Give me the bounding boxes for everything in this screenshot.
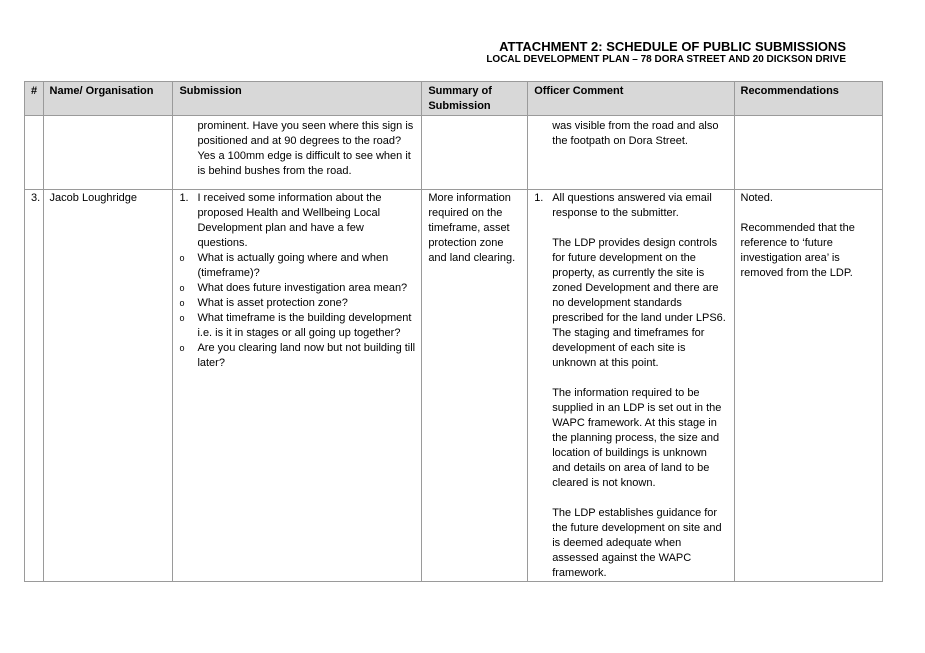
cell-officer-comment xyxy=(528,190,734,582)
question-text: What does future investigation area mean? xyxy=(197,282,408,294)
question-item xyxy=(179,251,415,281)
cell-number xyxy=(25,116,44,190)
recommendation-text: Recommended that the reference to ‘future investigation area’ is removed from the LDP. xyxy=(740,222,855,279)
column-header-recommendations: Recommendations xyxy=(734,82,883,116)
table-row-3 xyxy=(25,190,883,582)
list-number: 1. xyxy=(534,192,544,204)
cell-number: 3. xyxy=(25,190,44,582)
officer-paragraph: The LDP provides design controls for future development on the property, as currently the site is zoned Development and there are no development standards prescribed for the land under LPS6. The staging and timeframes for development of each site is unknown at this point. xyxy=(552,237,726,369)
question-item xyxy=(179,311,415,341)
column-header-number: # xyxy=(25,82,44,116)
column-header-name: Name/ Organisation xyxy=(43,82,173,116)
list-number: 1. xyxy=(179,192,189,204)
question-item xyxy=(179,296,415,311)
officer-paragraph: All questions answered via email response to the submitter. xyxy=(552,192,712,219)
cell-recommendations xyxy=(734,116,883,190)
cell-submission xyxy=(173,116,422,190)
officer-numbered-item xyxy=(534,191,727,221)
officer-paragraph: The information required to be supplied in an LDP is set out in the WAPC framework. At this stage in the planning process, the size and location of buildings is unknown and details on area of land to be cleared is not known. xyxy=(552,387,722,489)
question-item xyxy=(179,281,415,296)
recommendation-noted: Noted. xyxy=(740,192,773,204)
submissions-table xyxy=(24,81,883,582)
table-header-row xyxy=(25,82,883,116)
column-header-submission: Submission xyxy=(173,82,422,116)
cell-submission xyxy=(173,190,422,582)
column-header-officer-comment: Officer Comment xyxy=(528,82,734,116)
cell-name: Jacob Loughridge xyxy=(43,190,173,582)
cell-name xyxy=(43,116,173,190)
question-text: What is asset protection zone? xyxy=(197,297,348,309)
bullet-marker: o xyxy=(179,298,185,308)
officer-paragraph: The LDP establishes guidance for the future development on site and is deemed adequate when assessed against the WAPC framework. xyxy=(552,507,722,579)
question-text: What is actually going where and when (timeframe)? xyxy=(197,252,389,279)
column-header-summary: Summary of Submission xyxy=(422,82,528,116)
cell-officer-comment xyxy=(528,116,734,190)
question-text: Are you clearing land now but not building till later? xyxy=(197,342,416,369)
cell-summary xyxy=(422,116,528,190)
question-text: What timeframe is the building development i.e. is it in stages or all going up together? xyxy=(197,312,412,339)
bullet-marker: o xyxy=(179,283,185,293)
cell-recommendations xyxy=(734,190,883,582)
submission-intro: I received some information about the proposed Health and Wellbeing Local Development plan and have a few questions. xyxy=(197,192,382,249)
bullet-marker: o xyxy=(179,313,185,323)
document-title: ATTACHMENT 2: SCHEDULE OF PUBLIC SUBMISSIONS xyxy=(499,39,846,54)
bullet-marker: o xyxy=(179,253,185,263)
bullet-marker: o xyxy=(179,343,185,353)
document-subtitle: LOCAL DEVELOPMENT PLAN – 78 DORA STREET AND 20 DICKSON DRIVE xyxy=(486,54,846,65)
table-row-continued xyxy=(25,116,883,190)
cell-summary: More information required on the timeframe, asset protection zone and land clearing. xyxy=(422,190,528,582)
officer-comment-text: was visible from the road and also the footpath on Dora Street. xyxy=(552,120,719,147)
submission-numbered-item xyxy=(179,191,415,251)
question-item xyxy=(179,341,415,371)
submission-text: prominent. Have you seen where this sign is positioned and at 90 degrees to the road? Yes a 100mm edge is difficult to see when it is behind bushes from the road. xyxy=(197,120,414,177)
